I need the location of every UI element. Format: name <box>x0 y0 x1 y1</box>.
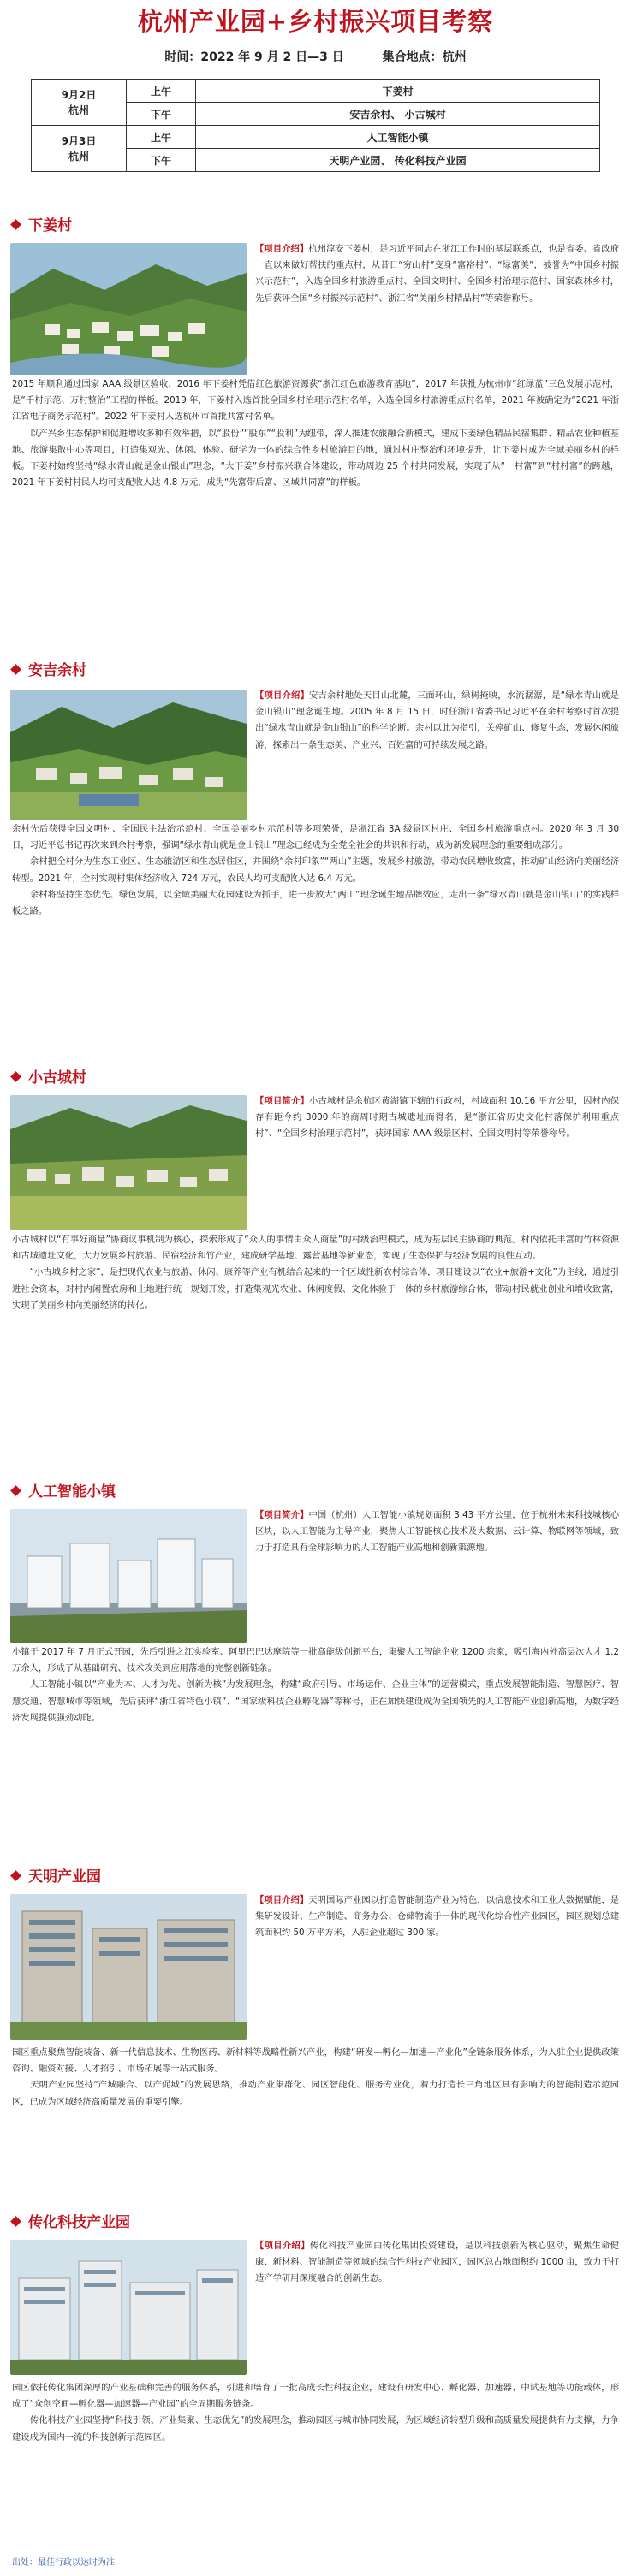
xiaogu-intro <box>255 1093 619 1143</box>
diamond-icon <box>10 219 21 230</box>
schedule-am-label: 上午 <box>127 80 196 103</box>
anji-photo <box>10 690 247 820</box>
intro-text: 中国（杭州）人工智能小镇规划面积 3.43 平方公里，位于杭州未来科技城核心区块，以人工智能为主导产业，聚焦人工智能核心技术及大数据、云计算、物联网等领域，致力于打造具有全球影响力的人工智能产业高地和创新策源地。 <box>255 1510 619 1554</box>
section-heading-xiajiang <box>12 216 72 236</box>
intro-tag: 【项目简介】 <box>255 1096 310 1106</box>
intro-tag: 【项目介绍】 <box>255 2241 310 2251</box>
diamond-icon <box>10 1071 21 1082</box>
schedule-pm-label: 下午 <box>127 103 196 126</box>
section-title: 人工智能小镇 <box>28 1483 116 1501</box>
schedule-item: 人工智能小镇 <box>196 126 600 149</box>
section-title: 下姜村 <box>28 217 72 234</box>
section-heading-anji <box>12 660 86 681</box>
chuanhua-intro <box>255 2238 619 2288</box>
schedule-item: 下姜村 <box>196 80 600 103</box>
page-title: 杭州产业园+乡村振兴项目考察 <box>137 7 494 36</box>
ai-town-photo <box>10 1509 247 1643</box>
schedule-item: 安吉余村、 小古城村 <box>196 103 600 126</box>
schedule-item: 天明产业园、 传化科技产业园 <box>196 149 600 172</box>
intro-text: 杭州淳安下姜村，是习近平同志在浙江工作时的基层联系点，也是省委、省政府一直以来做好帮扶的重点村，从昔日“穷山村”变身“富裕村”、“绿富美”，被誉为“中国乡村振兴示范村”，入选全国乡村旅游重点村、全国文明村、全国乡村治理示范村、国家森林乡村，先后获评全国“乡村振兴示范村”、浙江省“美丽乡村精品村”等荣誉称号。 <box>255 244 620 304</box>
section-title: 安吉余村 <box>28 662 86 679</box>
footer-note: 出处：最佳行政以达时为准 <box>12 2558 115 2567</box>
section-heading-xiaogu <box>12 1068 86 1088</box>
tianming-photo <box>10 1894 247 2040</box>
trip-time: 时间：2022 年 9 月 2 日—3 日 <box>164 50 344 64</box>
section-title: 天明产业园 <box>28 1868 101 1886</box>
section-title: 小古城村 <box>28 1069 86 1087</box>
chuanhua-photo <box>10 2240 247 2375</box>
schedule-day-2: 9月3日 杭州 <box>32 126 127 172</box>
tianming-body: 园区重点聚焦智能装备、新一代信息技术、生物医药、新材料等战略性新兴产业，构建“研发—孵化—加速—产业化”全链条服务体系，为入驻企业提供政策咨询、融资对接、人才招引、市场拓展等一站式服务。 天明产业园坚持“产城融合、以产促城”的发展思路，推动产业集群化、园区智能化、服务专业化，着力打造长三角地区具有影响力的智能制造示范园区，已成为区域经济高质量发展的重要引擎。 <box>12 2047 619 2107</box>
ai-intro <box>255 1507 619 1557</box>
intro-text: 小古城村是余杭区黄湖镇下辖的行政村，村域面积 10.16 平方公里，因村内保存有距今约 3000 年的商周时期古城遗址而得名，是“浙江省历史文化村落保护利用重点村”、“全国乡村治理示范村”，获评国家 AAA 级景区村、全国文明村等荣誉称号。 <box>255 1096 619 1140</box>
xiajiang-intro <box>255 241 619 307</box>
chuanhua-body: 园区依托传化集团深厚的产业基础和完善的服务体系，引进和培育了一批高成长性科技企业，建设有研发中心、孵化器、加速器、中试基地等功能载体，形成了“众创空间—孵化器—加速器—产业园”的全周期服务链条。 传化科技产业园坚持“科技引领、产业集聚、生态优先”的发展理念，推动园区与城市协同发展，为区域经济转型升级和高质量发展提供有力支撑，力争建设成为国内一流的科技创新示范园区。 <box>12 2383 619 2443</box>
anji-body: 余村先后获得全国文明村、全国民主法治示范村、全国美丽乡村示范村等多项荣誉，是浙江省 3A 级景区村庄、全国乡村旅游重点村。2020 年 3 月 30 日，习近平总书记再次来到余村考察，强调“绿水青山就是金山银山”理念已经成为全党全社会的共识和行动，成为新发展理念的重要组成部分。 余村把全村分为生态工业区、生态旅游区和生态居住区，并围绕“余村印象”“两山”主题，发展乡村旅游，带动农民增收致富，推动矿山经济向美丽经济转型。2021 年，全村实现村集体经济收入 724 万元，农民人均可支配收入达 6.4 万元。 余村将坚持生态优先、绿色发展，以全域美丽大花园建设为抓手，进一步放大“两山”理念诞生地品牌效应，走出一条“绿水青山就是金山银山”的实践样板之路。 <box>12 824 619 917</box>
section-heading-chuanhua <box>12 2212 130 2233</box>
trip-meta <box>0 46 631 68</box>
xiaogu-photo <box>10 1095 247 1230</box>
xiajiang-body: 2015 年顺利通过国家 AAA 级景区验收，2016 年下姜村凭借红色旅游资源获“浙江红色旅游教育基地”，2017 年获批为杭州市“红绿蓝”三色发展示范村，是“千村示范、万村整治”工程的样板。2019 年，下姜村入选首批全国乡村治理示范村名单，入选全国乡村旅游重点村名单，2021 年被确定为“2021 年浙江省电子商务示范村”。2022 年下姜村入选杭州市首批共富村名单。 以产兴乡生态保护和促进增收多种有效举措，以“股份”“股东”“股利”为纽带，深入推进农旅融合新模式，建成下姜绿色精品民宿集群、精品农业种植基地、旅游集散中心等项目，打造集观光、休闲、体验、研学为一体的综合性乡村旅游目的地，通过村庄整治和环境提升，让下姜村成为全域美丽乡村的样板。下姜村始终坚持“绿水青山就是金山银山”理念，“大下姜”乡村振兴联合体建设，带动周边 25 个村共同发展，实现了从“一村富”到“村村富”的跨越，2021 年下姜村村民人均可支配收入达 4.8 万元，成为“先富带后富、区域共同富”的样板。 <box>12 379 619 489</box>
xiajiang-photo <box>10 243 247 375</box>
xiaogu-body: 小古城村以“有事好商量”协商议事机制为核心，探索形成了“众人的事情由众人商量”的村级治理模式，成为基层民主协商的典范。村内依托丰富的竹林资源和古城遗址文化，大力发展乡村旅游、民宿经济和竹产业，建成研学基地、露营基地等新业态，实现了生态保护与经济发展的良性互动。 “小古城乡村之家”，是把现代农业与旅游、休闲、康养等产业有机结合起来的一个区域性新农村综合体，项目建设以“农业+旅游+文化”为主线，通过引进社会资本，对村内闲置农房和土地进行统一规划开发，打造集观光农业、休闲度假、文化体验于一体的乡村旅游综合体，带动村民就业创业和增收致富，实现了美丽乡村向美丽经济的转化。 <box>12 1235 619 1311</box>
schedule-am-label: 上午 <box>127 126 196 149</box>
schedule-day-1: 9月2日 杭州 <box>32 80 127 126</box>
anji-intro <box>255 688 619 754</box>
diamond-icon <box>10 2216 21 2227</box>
diamond-icon <box>10 664 21 675</box>
diamond-icon <box>10 1485 21 1496</box>
intro-tag: 【项目简介】 <box>255 1510 309 1520</box>
schedule-row <box>32 126 600 149</box>
section-heading-tianming <box>12 1867 101 1887</box>
trip-location: 集合地点：杭州 <box>382 50 467 64</box>
intro-text: 安吉余村地处天目山北麓，三面环山，绿树掩映，水流潺潺，是“绿水青山就是金山银山”理念诞生地。2005 年 8 月 15 日，时任浙江省委书记习近平在余村考察时首次提出“绿水青山就是金山银山”的科学论断。余村以此为指引，关停矿山、修复生态，发展休闲旅游，探索出一条生态美、产业兴、百姓富的可持续发展之路。 <box>255 690 619 750</box>
intro-tag: 【项目介绍】 <box>255 690 309 701</box>
diamond-icon <box>10 1870 21 1881</box>
ai-body: 小镇于 2017 年 7 月正式开园，先后引进之江实验室、阿里巴巴达摩院等一批高能级创新平台，集聚人工智能企业 1200 余家，吸引海内外高层次人才 1.2 万余人，形成了从基础研究、技术攻关到应用落地的完整创新链条。 人工智能小镇以“产业为本、人才为先、创新为核”为发展理念，构建“政府引导、市场运作、企业主体”的运营模式，重点发展智能制造、智慧医疗、智慧交通、智慧城市等领域，先后获评“浙江省特色小镇”、“国家级科技企业孵化器”等称号，正在加快建设成为全国领先的人工智能产业创新高地，为数字经济发展提供强劲动能。 <box>12 1647 619 1723</box>
schedule-table <box>31 79 600 172</box>
intro-text: 传化科技产业园由传化集团投资建设，是以科技创新为核心驱动，聚焦生命健康、新材料、智能制造等领域的综合性科技产业园区，园区总占地面积约 1000 亩，致力于打造产学研用深度融合的创新生态。 <box>255 2241 620 2284</box>
tianming-intro <box>255 1892 619 1942</box>
section-title: 传化科技产业园 <box>28 2214 130 2231</box>
intro-text: 天明国际产业园以打造智能制造产业为特色，以信息技术和工业大数据赋能，是集研发设计、生产制造、商务办公、仓储物流于一体的现代化综合性产业园区，园区规划总建筑面积约 50 万平方米，入驻企业超过 300 家。 <box>255 1895 620 1939</box>
intro-tag: 【项目介绍】 <box>255 1895 309 1905</box>
schedule-row <box>32 80 600 103</box>
schedule-pm-label: 下午 <box>127 149 196 172</box>
section-heading-ai <box>12 1482 116 1502</box>
intro-tag: 【项目介绍】 <box>255 244 309 254</box>
